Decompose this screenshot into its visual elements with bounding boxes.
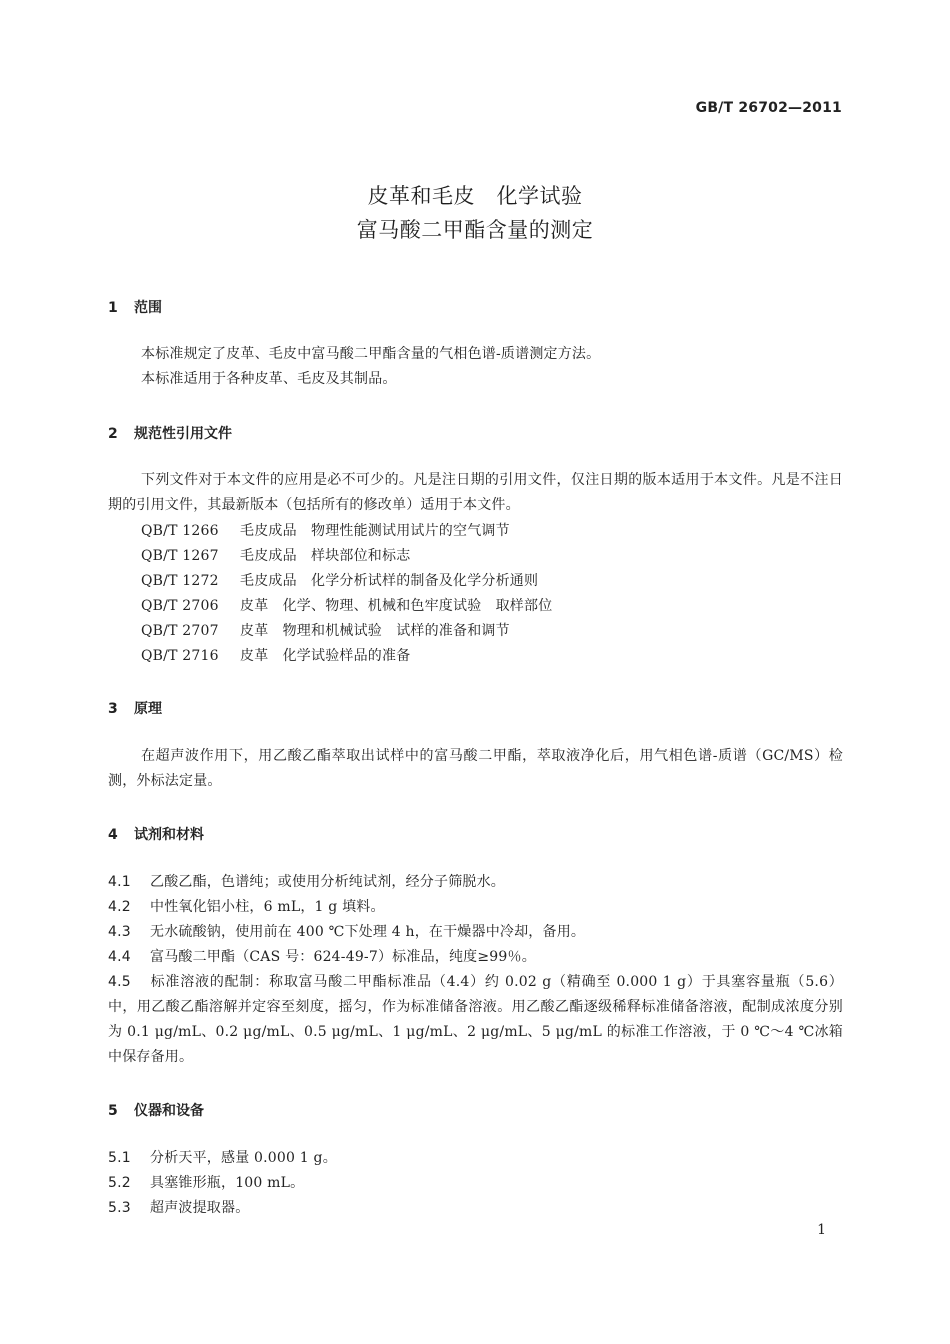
clause-text: 富马酸二甲酯（CAS 号：624-49-7）标准品，纯度≥99％。 xyxy=(150,949,536,965)
reference-item xyxy=(141,569,843,594)
clause-number: 4.1 xyxy=(108,874,131,890)
clause-text: 标准溶液的配制：称取富马酸二甲酯标准品（4.4）约 0.02 g（精确至 0.000 1 g）于具塞容量瓶（5.6）中，用乙酸乙酯溶解并定容至刻度，摇匀，作为标准储备溶液。用乙酸乙酯逐级稀释标准储备溶液，配制成浓度分别为 0.1 μg/mL、0.2 μg/mL、0.5 μg/mL、1 μg/mL、2 μg/mL、5 μg/mL 的标准工作溶液，于 0 ℃～4 ℃冰箱中保存备用。 xyxy=(108,974,843,1065)
document-title-line-2: 富马酸二甲酯含量的测定 xyxy=(356,218,594,242)
section-title: 试剂和材料 xyxy=(134,827,204,843)
section-title: 原理 xyxy=(134,701,162,717)
reference-title: 毛皮成品 物理性能测试用试片的空气调节 xyxy=(240,523,510,539)
reference-item xyxy=(141,544,843,569)
reference-code: QB/T 1267 xyxy=(141,548,219,564)
reference-title: 皮革 化学、物理、机械和色牢度试验 取样部位 xyxy=(240,598,553,614)
reference-item xyxy=(141,619,843,644)
section-number: 4 xyxy=(108,827,118,843)
reference-title: 皮革 物理和机械试验 试样的准备和调节 xyxy=(240,623,510,639)
section-title: 规范性引用文件 xyxy=(134,426,232,442)
clause-text: 分析天平，感量 0.000 1 g。 xyxy=(150,1150,337,1166)
clause-number: 5.3 xyxy=(108,1200,131,1216)
clause-item xyxy=(108,895,843,920)
reference-code: QB/T 2716 xyxy=(141,648,219,664)
standard-code: GB/T 26702—2011 xyxy=(695,100,842,116)
clause-text: 具塞锥形瓶，100 mL。 xyxy=(150,1175,305,1191)
reference-title: 皮革 化学试验样品的准备 xyxy=(240,648,411,664)
reference-list xyxy=(141,519,843,669)
reference-code: QB/T 2707 xyxy=(141,623,219,639)
clause-text: 超声波提取器。 xyxy=(150,1200,250,1216)
section-heading-principle xyxy=(108,698,162,718)
section-heading-apparatus xyxy=(108,1100,204,1120)
page-number: 1 xyxy=(817,1222,826,1238)
section-heading-scope xyxy=(108,297,162,317)
clause-item xyxy=(108,920,843,945)
reference-item xyxy=(141,519,843,544)
clause-number: 5.1 xyxy=(108,1150,131,1166)
document-title-line-1: 皮革和毛皮 化学试验 xyxy=(367,184,583,208)
reference-code: QB/T 2706 xyxy=(141,598,219,614)
section-number: 2 xyxy=(108,426,118,442)
section-title: 仪器和设备 xyxy=(134,1103,204,1119)
reference-code: QB/T 1266 xyxy=(141,523,219,539)
section-heading-normative-references xyxy=(108,423,232,443)
clause-number: 4.2 xyxy=(108,899,131,915)
clause-item xyxy=(108,1171,843,1196)
references-intro-paragraph: 下列文件对于本文件的应用是必不可少的。凡是注日期的引用文件，仅注日期的版本适用于本文件。凡是不注日期的引用文件，其最新版本（包括所有的修改单）适用于本文件。 xyxy=(108,472,843,513)
scope-paragraph-1: 本标准规定了皮革、毛皮中富马酸二甲酯含量的气相色谱-质谱测定方法。 xyxy=(141,346,601,362)
clause-item xyxy=(108,970,843,1070)
section-heading-reagents-materials xyxy=(108,824,204,844)
clause-item xyxy=(108,945,843,970)
section-number: 5 xyxy=(108,1103,118,1119)
clause-text: 乙酸乙酯，色谱纯；或使用分析纯试剂，经分子筛脱水。 xyxy=(150,874,505,890)
section-title: 范围 xyxy=(134,300,162,316)
clause-text: 无水硫酸钠，使用前在 400 ℃下处理 4 h，在干燥器中冷却，备用。 xyxy=(150,924,586,940)
clause-item xyxy=(108,1146,843,1171)
clause-number: 4.4 xyxy=(108,949,131,965)
section-number: 1 xyxy=(108,300,118,316)
reference-item xyxy=(141,594,843,619)
reference-code: QB/T 1272 xyxy=(141,573,219,589)
clause-number: 5.2 xyxy=(108,1175,131,1191)
reference-title: 毛皮成品 样块部位和标志 xyxy=(240,548,411,564)
reference-title: 毛皮成品 化学分析试样的制备及化学分析通则 xyxy=(240,573,539,589)
scope-paragraph-2: 本标准适用于各种皮革、毛皮及其制品。 xyxy=(141,371,397,387)
clause-item xyxy=(108,870,843,895)
clause-number: 4.5 xyxy=(108,974,131,990)
reference-item xyxy=(141,644,843,669)
principle-paragraph: 在超声波作用下，用乙酸乙酯萃取出试样中的富马酸二甲酯，萃取液净化后，用气相色谱-质谱（GC/MS）检测，外标法定量。 xyxy=(108,748,843,789)
clause-text: 中性氧化铝小柱，6 mL，1 g 填料。 xyxy=(150,899,385,915)
clause-number: 4.3 xyxy=(108,924,131,940)
section-number: 3 xyxy=(108,701,118,717)
clause-item xyxy=(108,1196,843,1221)
